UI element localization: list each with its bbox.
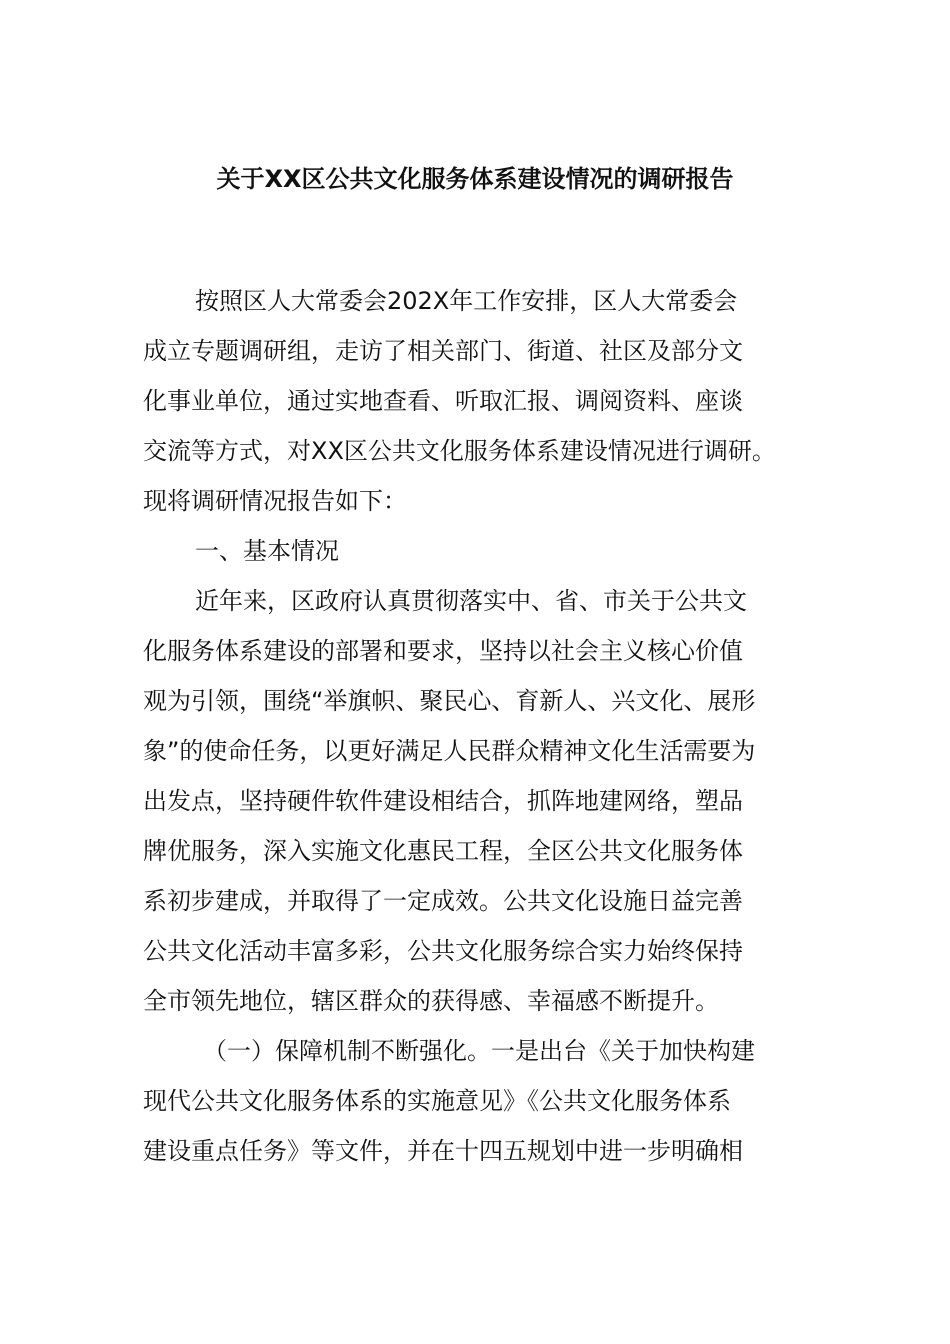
paragraph-line: 出发点，坚持硬件软件建设相结合，抓阵地建网络，塑品 (143, 787, 743, 815)
paragraph-line: 近年来，区政府认真贯彻落实中、省、市关于公共文 (195, 587, 747, 615)
paragraph-line: 交流等方式，对XX区公共文化服务体系建设情况进行调研。 (143, 437, 776, 465)
document-title: 关于XX区公共文化服务体系建设情况的调研报告 (216, 165, 734, 193)
document-body (143, 276, 833, 1176)
subsection-line: （一）保障机制不断强化。一是出台《关于加快构建 (203, 1037, 755, 1065)
paragraph-line: 现将调研情况报告如下： (143, 487, 407, 515)
paragraph-line: 化事业单位，通过实地查看、听取汇报、调阅资料、座谈 (143, 387, 743, 415)
paragraph-line: 化服务体系建设的部署和要求，坚持以社会主义核心价值 (143, 637, 743, 665)
paragraph-line: 全市领先地位，辖区群众的获得感、幸福感不断提升。 (143, 987, 719, 1015)
paragraph-line: 成立专题调研组，走访了相关部门、街道、社区及部分文 (143, 337, 743, 365)
paragraph-line: 按照区人大常委会202X年工作安排，区人大常委会 (195, 287, 738, 315)
paragraph-line: 建设重点任务》等文件，并在十四五规划中进一步明确相 (143, 1137, 743, 1165)
paragraph-line: 现代公共文化服务体系的实施意见》《公共文化服务体系 (143, 1087, 731, 1115)
paragraph-line: 牌优服务，深入实施文化惠民工程，全区公共文化服务体 (143, 837, 743, 865)
section-heading: 一、基本情况 (195, 537, 339, 565)
paragraph-line: 象”的使命任务，以更好满足人民群众精神文化生活需要为 (143, 737, 756, 765)
paragraph-line: 系初步建成，并取得了一定成效。公共文化设施日益完善 (143, 887, 743, 915)
paragraph-line: 公共文化活动丰富多彩，公共文化服务综合实力始终保持 (143, 937, 743, 965)
paragraph-line: 观为引领，围绕“举旗帜、聚民心、育新人、兴文化、展形 (143, 687, 756, 715)
